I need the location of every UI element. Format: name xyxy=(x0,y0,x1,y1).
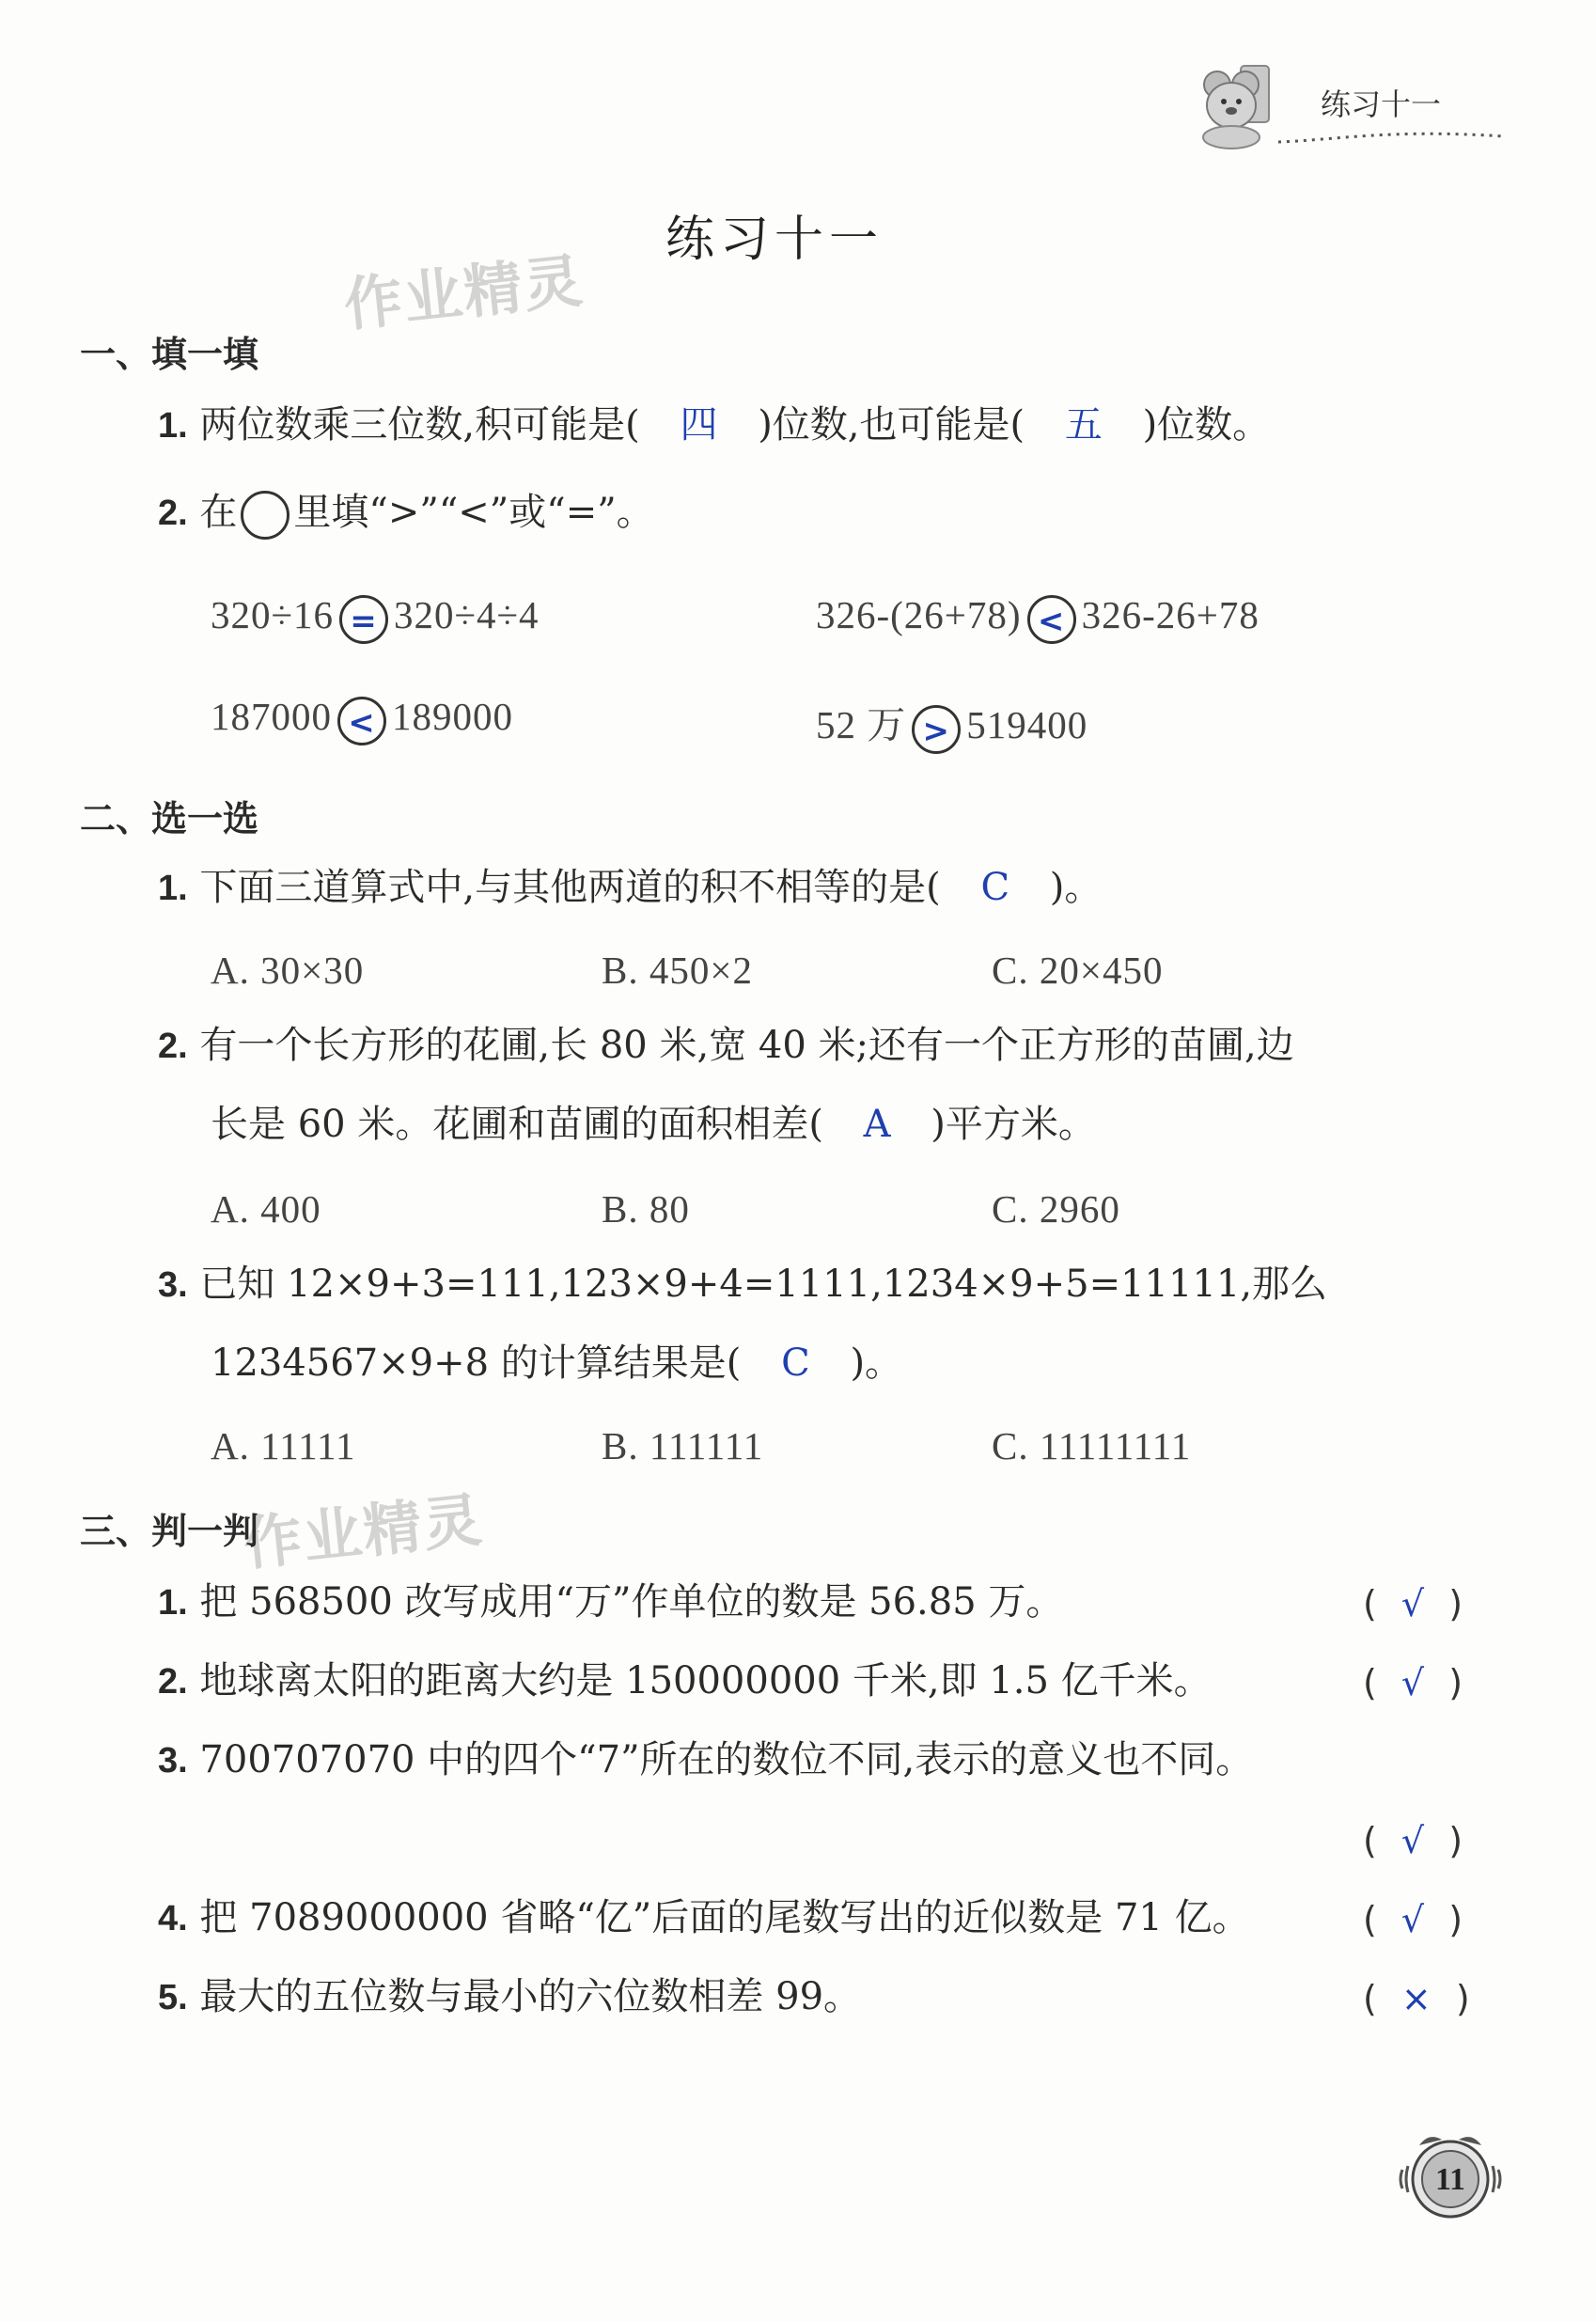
s1-q1-num: 1. xyxy=(158,406,188,446)
compare-2-left: 326-(26+78) xyxy=(816,593,1022,636)
s2-q1 xyxy=(158,866,1103,909)
compare-1 xyxy=(211,592,540,644)
s3-item-3 xyxy=(158,1738,1254,1781)
s1-q1-post: )位数。 xyxy=(1142,403,1271,447)
s3-item-4-num: 4. xyxy=(158,1899,188,1938)
compare-3-left: 187000 xyxy=(211,695,332,738)
compare-3-sign: < xyxy=(348,703,376,742)
s2-q1-pre: 下面三道算式中,与其他两道的积不相等的是( xyxy=(199,866,941,909)
section2-heading: 二、选一选 xyxy=(80,798,259,839)
s2-q2-pre2: 长是 60 米。花圃和苗圃的面积相差( xyxy=(211,1103,823,1146)
s3-item-2 xyxy=(158,1659,1212,1702)
compare-2-right: 326-26+78 xyxy=(1081,593,1260,636)
s3-item-4-mark: √ xyxy=(1400,1899,1425,1940)
s3-item-2-mark: √ xyxy=(1400,1662,1425,1703)
s2-q3-post2: )。 xyxy=(850,1341,903,1385)
s3-item-3-mark: √ xyxy=(1400,1820,1425,1861)
s1-q2-pre: 在 xyxy=(199,491,238,534)
s2-q1-opt-c: C. 20×450 xyxy=(992,949,1164,992)
compare-4-left: 52 万 xyxy=(816,703,907,746)
s1-q1-mid: )位数,也可能是( xyxy=(758,403,1025,447)
s3-item-5 xyxy=(158,1975,862,2018)
s1-q2 xyxy=(158,491,654,540)
compare-4 xyxy=(816,694,1087,754)
s3-item-1-num: 1. xyxy=(158,1583,188,1623)
compare-4-sign: > xyxy=(922,712,950,750)
compare-4-right: 519400 xyxy=(966,703,1088,746)
s2-q1-num: 1. xyxy=(158,869,188,908)
s1-q1-ans2: 五 xyxy=(1064,403,1103,447)
s3-item-2-text: 地球离太阳的距离大约是 150000000 千米,即 1.5 亿千米。 xyxy=(199,1659,1212,1702)
s2-q2-opt-b: B. 80 xyxy=(602,1187,690,1231)
watermark-top: 作业精灵 xyxy=(340,245,587,340)
section3-heading: 三、判一判 xyxy=(80,1511,259,1552)
s2-q2-opt-a: A. 400 xyxy=(211,1187,321,1231)
s2-q2-opt-c: C. 2960 xyxy=(992,1187,1120,1231)
s1-q1-pre: 两位数乘三位数,积可能是( xyxy=(199,403,640,447)
s1-q1-ans1: 四 xyxy=(680,403,718,447)
s3-item-2-answer: ( √ ) xyxy=(1363,1662,1463,1703)
s3-item-3-num: 3. xyxy=(158,1741,188,1781)
compare-1-left: 320÷16 xyxy=(211,593,335,636)
page-number-badge xyxy=(1389,2117,1511,2230)
s3-item-4-answer: ( √ ) xyxy=(1363,1899,1463,1940)
compare-3 xyxy=(211,694,513,745)
s1-q2-post: 里填“>”“<”或“=”。 xyxy=(293,491,654,534)
compare-2-sign: < xyxy=(1037,602,1066,640)
s2-q3-pre2: 1234567×9+8 的计算结果是( xyxy=(211,1341,742,1385)
s2-q3-opt-b: B. 111111 xyxy=(602,1424,764,1467)
compare-1-right: 320÷4÷4 xyxy=(394,593,540,636)
s2-q2-line2 xyxy=(211,1103,1096,1146)
s3-item-1 xyxy=(158,1580,1064,1624)
s2-q1-opt-a: A. 30×30 xyxy=(211,949,365,992)
s3-item-4-text: 把 7089000000 省略“亿”后面的尾数写出的近似数是 71 亿。 xyxy=(199,1896,1250,1939)
empty-circle-icon xyxy=(241,491,289,540)
compare-4-circle xyxy=(912,705,961,754)
s1-q2-num: 2. xyxy=(158,494,188,533)
koala-mascot-icon xyxy=(1194,56,1278,150)
s3-item-5-num: 5. xyxy=(158,1978,188,2017)
s3-item-3-answer: ( √ ) xyxy=(1363,1820,1463,1861)
page-title: 练习十一 xyxy=(665,212,884,268)
header-dotted-line xyxy=(1278,127,1504,149)
s2-q2-text1: 有一个长方形的花圃,长 80 米,宽 40 米;还有一个正方形的苗圃,边 xyxy=(199,1024,1294,1067)
s2-q2-line1 xyxy=(158,1024,1294,1067)
section1-heading: 一、填一填 xyxy=(80,334,259,375)
s2-q2-num: 2. xyxy=(158,1027,188,1066)
compare-3-right: 189000 xyxy=(392,695,513,738)
s3-item-1-mark: √ xyxy=(1400,1583,1425,1624)
watermark-middle: 作业精灵 xyxy=(240,1484,487,1579)
s3-item-1-text: 把 568500 改写成用“万”作单位的数是 56.85 万。 xyxy=(199,1580,1064,1624)
s2-q1-post: )。 xyxy=(1049,866,1103,909)
s2-q2-post2: )平方米。 xyxy=(931,1103,1096,1146)
s2-q1-ans: C xyxy=(980,866,1010,909)
compare-3-circle xyxy=(337,697,386,745)
s3-item-4 xyxy=(158,1896,1250,1939)
s2-q2-ans: A xyxy=(863,1103,891,1146)
s3-item-1-answer: ( √ ) xyxy=(1363,1583,1463,1624)
s2-q3-line2 xyxy=(211,1341,903,1385)
s3-item-3-text: 700707070 中的四个“7”所在的数位不同,表示的意义也不同。 xyxy=(199,1738,1254,1781)
compare-1-circle xyxy=(339,595,388,644)
s2-q3-opt-a: A. 11111 xyxy=(211,1424,356,1467)
s3-item-2-num: 2. xyxy=(158,1662,188,1702)
s1-q1 xyxy=(158,403,1271,447)
s2-q3-line1 xyxy=(158,1263,1328,1306)
s3-item-5-mark: × xyxy=(1400,1978,1432,2019)
page-number: 11 xyxy=(1434,2162,1466,2197)
header-corner-title: 练习十一 xyxy=(1321,86,1442,122)
compare-1-sign: = xyxy=(350,602,378,640)
compare-2-circle xyxy=(1027,595,1076,644)
compare-2 xyxy=(816,592,1260,644)
s2-q3-text1: 已知 12×9+3=111,123×9+4=1111,1234×9+5=11111,那么 xyxy=(199,1263,1328,1306)
s2-q3-opt-c: C. 11111111 xyxy=(992,1424,1192,1467)
s2-q1-opt-b: B. 450×2 xyxy=(602,949,753,992)
header-mascot xyxy=(1194,56,1278,150)
s2-q3-num: 3. xyxy=(158,1265,188,1305)
s3-item-5-text: 最大的五位数与最小的六位数相差 99。 xyxy=(199,1975,862,2018)
s2-q3-ans: C xyxy=(781,1341,810,1385)
s3-item-5-answer: ( × ) xyxy=(1363,1978,1470,2019)
